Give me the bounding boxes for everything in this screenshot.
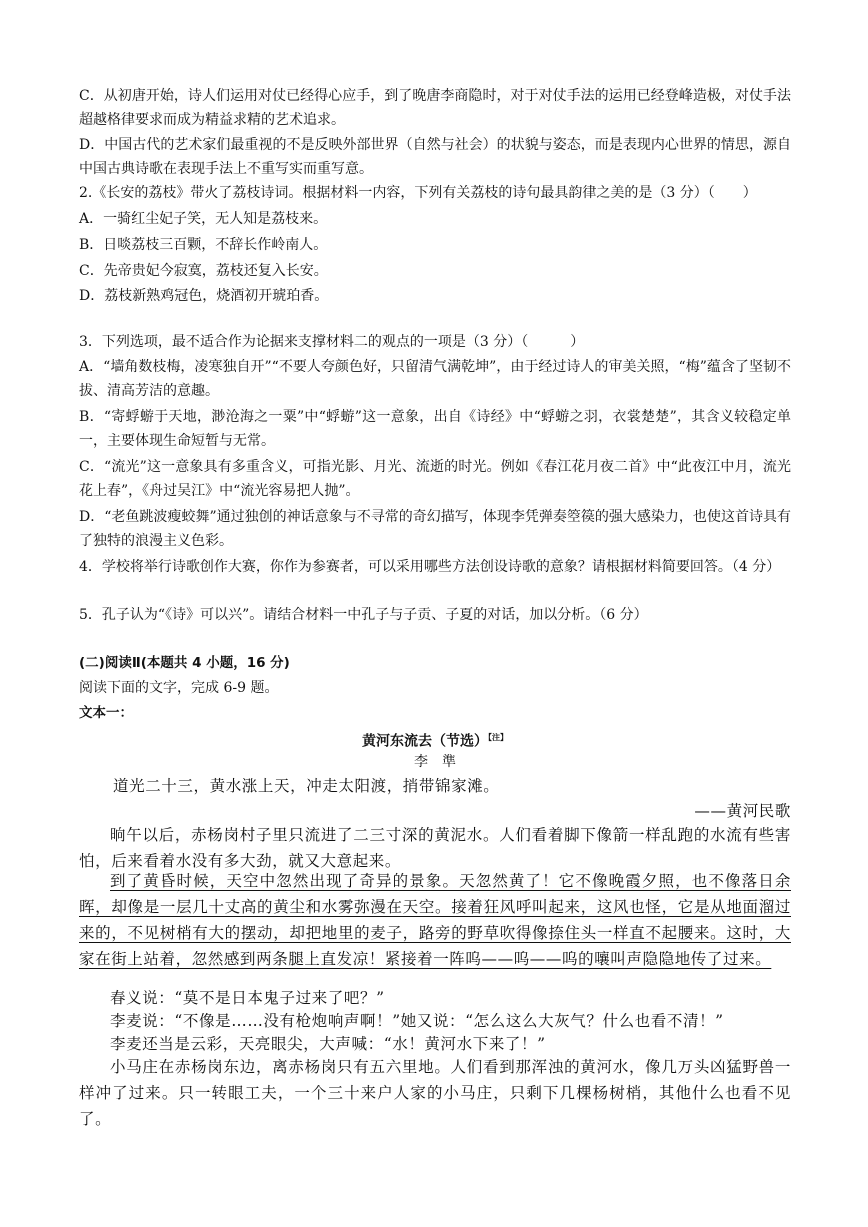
question-2-option-c: C．先帝贵妃今寂寞，荔枝还复入长安。: [79, 263, 328, 279]
paragraph-2-underlined: 到了黄昏时候，天空中忽然出现了奇异的景象。天忽然黄了！它不像晚霞夕照，也不像落日余晖，却像是一层几十丈高的黄尘和水雾弥漫在天空。接着狂风呼叫起来，这风也怪，它是从地面溜过来的，不见树梢有大的摆动，却把地里的麦子，路旁的野草吹得像捺住头一样直不起腰来。这时，大家在街上站着，忽然感到两条腿上直发凉！紧接着一阵呜——呜——呜的嚷叫声隐隐地传了过来。: [79, 872, 791, 968]
paragraph-6: 小马庄在赤杨岗东边，离赤杨岗只有五六里地。人们看到那浑浊的黄河水，像几万头凶猛野兽一样冲了过来。只一转眼工夫，一个三十来户人家的小马庄，只剩下几棵杨树梢，其他什么也看不见了。: [79, 1058, 791, 1128]
reading-instruction: 阅读下面的文字，完成 6-9 题。: [79, 680, 279, 696]
question-3: 3．下列选项，最不适合作为论据来支撑材料二的观点的一项是（3 分）（ ）: [79, 334, 585, 350]
question-3-option-d: D．“老鱼跳波瘦蛟舞”通过独创的神话意象与不寻常的奇幻描写，体现李凭弹奏箜篌的强大感染力，也使这首诗具有了独特的浪漫主义色彩。: [79, 509, 791, 549]
question-2-option-b: B．日啖荔枝三百颗，不辞长作岭南人。: [79, 237, 328, 253]
paragraph-1: 晌午以后，赤杨岗村子里只流进了二三寸深的黄泥水。人们看着脚下像箭一样乱跑的水流有些害怕，后来看着水没有多大劲，就又大意起来。: [79, 826, 791, 870]
passage-author: 李 準: [414, 754, 456, 770]
question-3-option-c: C．“流光”这一意象具有多重含义，可指光影、月光、流逝的时光。例如《春江花月夜二首》中“此夜江中月，流光花上春”，《舟过吴江》中“流光容易把人抛”。: [79, 459, 791, 499]
question-3-option-b: B．“寄蜉蝣于天地，渺沧海之一粟”中“蜉蝣”这一意象，出自《诗经》中“蜉蝣之羽，衣裳楚楚”，其含义较稳定单一，主要体现生命短暂与无常。: [79, 409, 791, 449]
paragraph-5: 李麦还当是云彩，天亮眼尖，大声喊：“水！黄河水下来了！”: [110, 1035, 546, 1053]
question-2-option-a: A．一骑红尘妃子笑，无人知是荔枝来。: [79, 211, 328, 227]
question-3-option-a: A．“墙角数枝梅，凌寒独自开”“不要人夸颜色好，只留清气满乾坤”，由于经过诗人的审美关照，“梅”蕴含了坚韧不拔、清高芳洁的意趣。: [79, 359, 791, 399]
title-note-mark: 【注】: [488, 733, 508, 742]
question-4: 4．学校将举行诗歌创作大赛，你作为参赛者，可以采用哪些方法创设诗歌的意象？请根据材料简要回答。（4 分）: [79, 559, 781, 575]
option-d: D．中国古代的艺术家们最重视的不是反映外部世界（自然与社会）的状貌与姿态，而是表现内心世界的情思，源自中国古典诗歌在表现手法上不重写实而重写意。: [79, 137, 791, 177]
section-heading: (二)阅读Ⅱ(本题共 4 小题，16 分): [79, 655, 290, 671]
folk-song: 道光二十三，黄水涨上天，冲走太阳渡，捎带锦家滩。: [113, 777, 500, 795]
folk-song-source: ——黄河民歌: [694, 802, 791, 820]
option-c: C．从初唐开始，诗人们运用对仗已经得心应手，到了晚唐李商隐时，对于对仗手法的运用已经登峰造极，对仗手法超越格律要求而成为精益求精的艺术追求。: [79, 88, 791, 128]
paragraph-4: 李麦说：“不像是……没有枪炮响声啊！”她又说：“怎么这么大灰气？什么也看不清！”: [110, 1012, 724, 1030]
text-label: 文本一：: [79, 705, 133, 721]
paragraph-3: 春义说：“莫不是日本鬼子过来了吧？”: [110, 989, 385, 1007]
question-5: 5．孔子认为“《诗》可以兴”。请结合材料一中孔子与子贡、子夏的对话，加以分析。（6 分）: [79, 607, 648, 623]
passage-title-text: 黄河东流去（节选）: [362, 733, 488, 750]
question-2-option-d: D．荔枝新熟鸡冠色，烧酒初开琥珀香。: [79, 288, 329, 304]
question-2: 2.《长安的荔枝》带火了荔枝诗词。根据材料一内容，下列有关荔枝的诗句最具韵律之美的是（3 分）（ ）: [79, 185, 757, 201]
